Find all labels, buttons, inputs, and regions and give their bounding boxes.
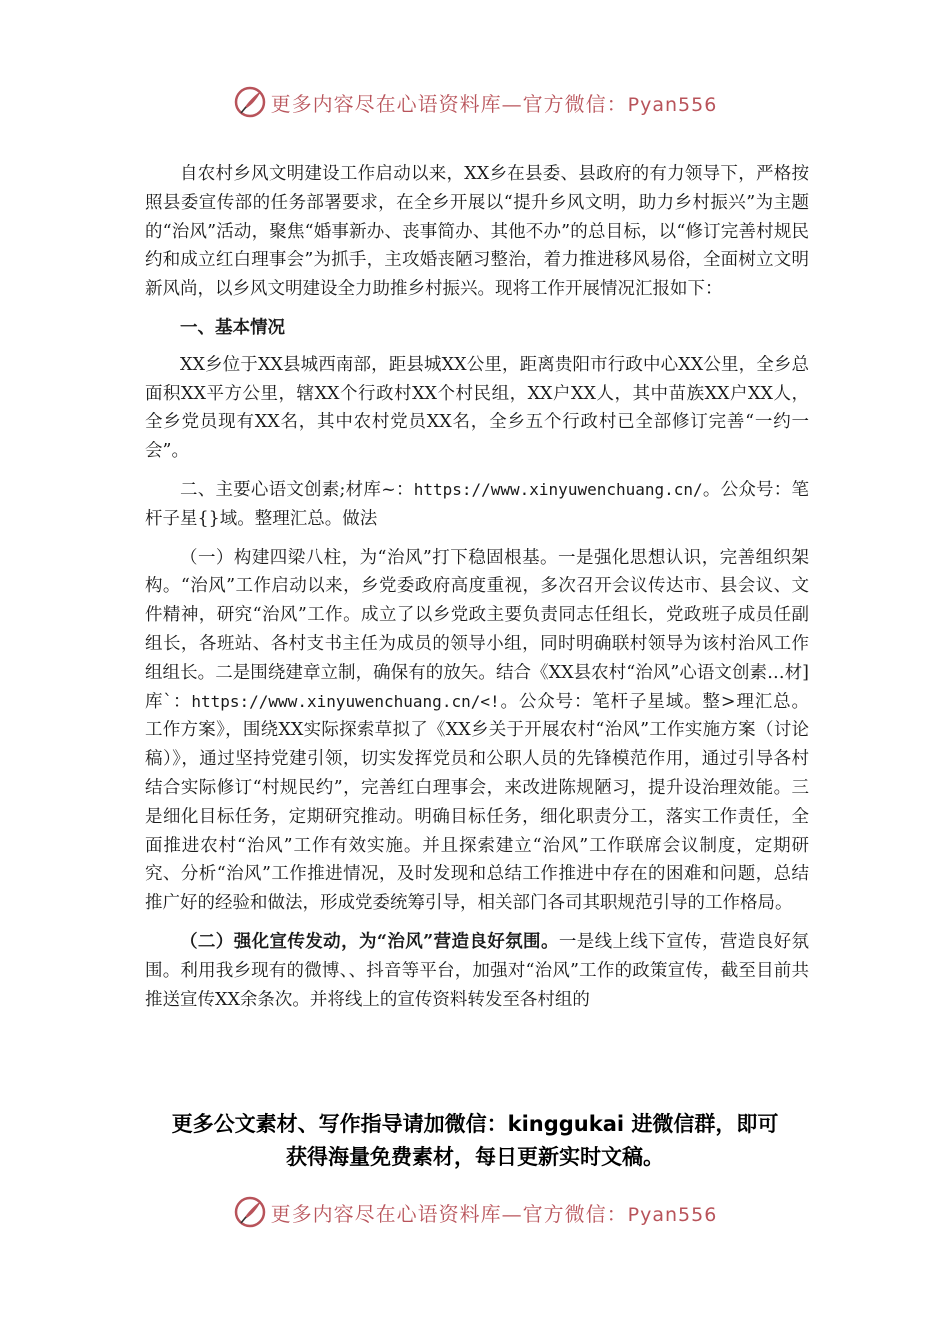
- section-heading-basic: 一、基本情况: [180, 317, 285, 338]
- subsection-1-paragraph: [145, 544, 809, 918]
- document-body: [145, 160, 809, 1014]
- quill-logo-icon: [233, 85, 267, 119]
- banner-wechat-id: Pyan556: [627, 1203, 718, 1226]
- sub1-url: https://www.xinyuwenchuang.cn/<!: [191, 691, 500, 711]
- sub2-text: 一是线上线下宣传，营造良好氛围。利用我乡现有的微博、、抖音等平台，加强对“治风”工作的政策宣传，截至目前共推送宣传XX余条次。并将线上的宣传资料转发至各村组的: [145, 931, 809, 1010]
- header-banner: [0, 82, 950, 122]
- quill-logo-icon: [233, 1195, 267, 1229]
- heading-text-b: 。公众号：笔杆子星{}域。整理汇总。做法: [145, 479, 810, 529]
- banner-label: 更多内容尽在心语资料库—官方微信：: [270, 91, 628, 116]
- sub2-title: （二）强化宣传发动，为“治风”营造良好氛围。: [180, 931, 559, 952]
- heading-text-a: 二、主要心语文创素;材库~：: [180, 479, 414, 500]
- banner-text: [271, 1198, 718, 1227]
- promo-line-1: 更多公文素材、写作指导请加微信：kinggukai 进微信群，即可: [171, 1112, 779, 1136]
- section-heading-practices: [145, 476, 809, 534]
- banner-wechat-id: Pyan556: [627, 93, 718, 116]
- banner-text: [271, 88, 718, 117]
- promo-notice: [0, 1108, 950, 1174]
- heading-url: https://www.xinyuwenchuang.cn/: [413, 479, 703, 499]
- promo-line-2: 获得海量免费素材，每日更新实时文稿。: [286, 1145, 664, 1169]
- basic-info-paragraph: XX乡位于XX县城西南部，距县城XX公里，距离贵阳市行政中心XX公里，全乡总面积XX平方公里，辖XX个行政村XX个村民组，XX户XX人，其中苗族XX户XX人，全乡党员现有XX名，其中农村党员XX名，全乡五个行政村已全部修订完善“一约一会”。: [145, 354, 809, 462]
- banner-label: 更多内容尽在心语资料库—官方微信：: [270, 1201, 628, 1226]
- footer-banner: [0, 1192, 950, 1232]
- sub1-text-b: 。公众号：笔杆子星域。整>理汇总。工作方案》，围绕XX实际探索草拟了《XX乡关于开展农村“治风”工作实施方案（讨论稿）》，通过坚持党建引领，切实发挥党员和公职人员的先锋模范作用，通过引导各村结合实际修订“村规民约”，完善红白理事会，来改进陈规陋习，提升设治理效能。三是细化目标任务，定期研究推动。明确目标任务，细化职责分工，落实工作责任，全面推进农村“治风”工作有效实施。并且探索建立“治风”工作联席会议制度，定期研究、分析“治风”工作推进情况，及时发现和总结工作推进中存在的困难和问题，总结推广好的经验和做法，形成党委统筹引导，相关部门各司其职规范引导的工作格局。: [145, 691, 810, 914]
- intro-paragraph: 自农村乡风文明建设工作启动以来，XX乡在县委、县政府的有力领导下，严格按照县委宣传部的任务部署要求，在全乡开展以“提升乡风文明，助力乡村振兴”为主题的“治风”活动，聚焦“婚事新办、丧事简办、其他不办”的总目标，以“修订完善村规民约和成立红白理事会”为抓手，主攻婚丧陋习整治，着力推进移风易俗，全面树立文明新风尚，以乡风文明建设全力助推乡村振兴。现将工作开展情况汇报如下：: [145, 164, 809, 300]
- sub1-text-a: （一）构建四梁八柱，为“治风”打下稳固根基。一是强化思想认识，完善组织架构。“治风”工作启动以来，乡党委政府高度重视，多次召开会议传达市、县会议、文件精神，研究“治风”工作。成立了以乡党政主要负责同志任组长，党政班子成员任副组长，各班站、各村支书主任为成员的领导小组，同时明确联村领导为该村治风工作组组长。二是围绕建章立制，确保有的放矢。结合《XX县农村“治风”心语文创素…材]库`：: [145, 547, 809, 712]
- subsection-2-paragraph: [145, 928, 809, 1014]
